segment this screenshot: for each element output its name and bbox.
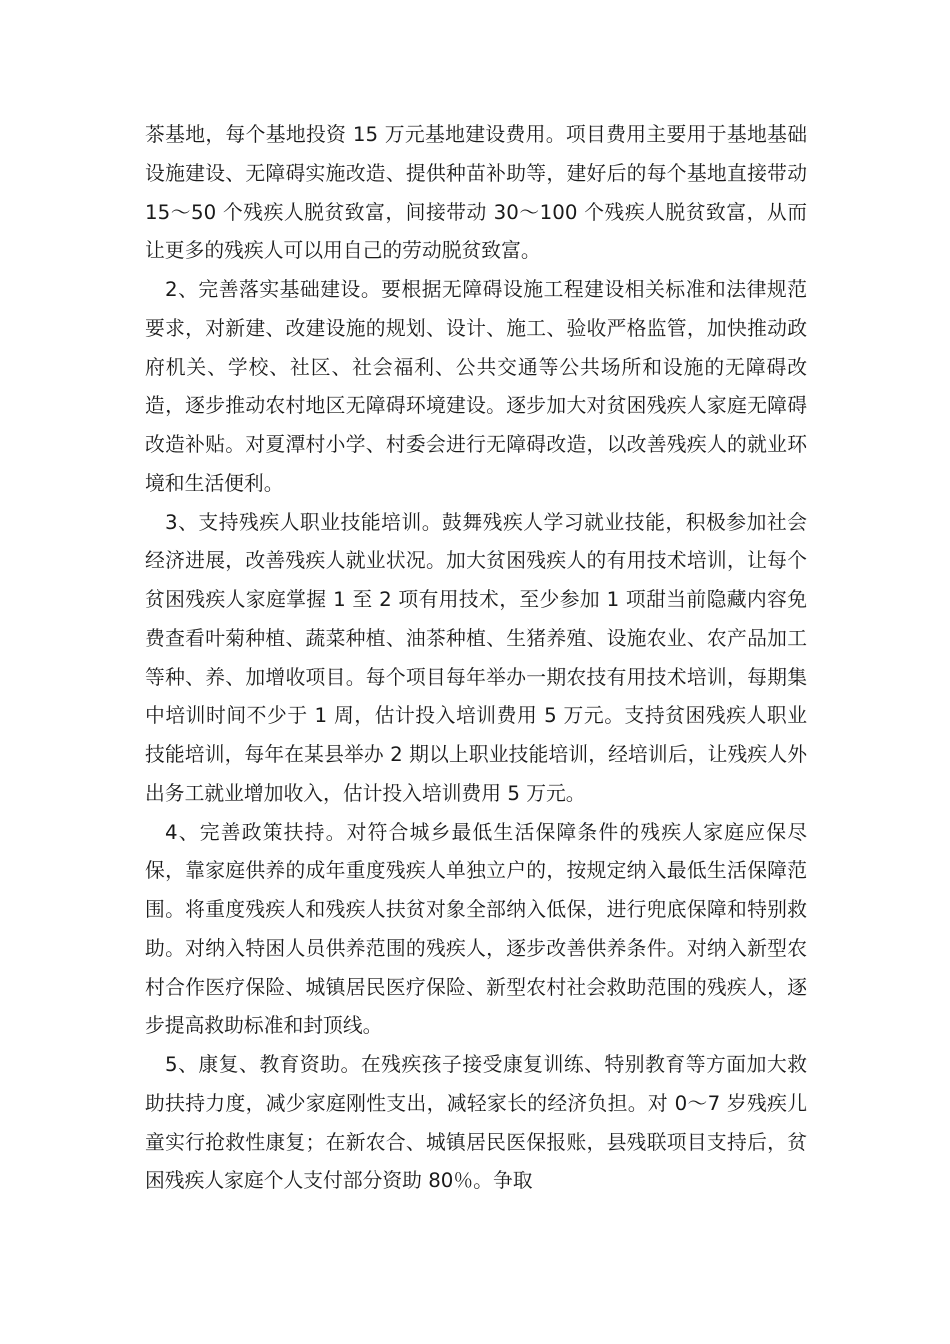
document-body [145, 116, 807, 1201]
paragraph-tea-base: 茶基地，每个基地投资 15 万元基地建设费用。项目费用主要用于基地基础设施建设、无障碍实施改造、提供种苗补助等，建好后的每个基地直接带动 15～50 个残疾人脱贫致富，间接带动 30～100 个残疾人脱贫致富，从而让更多的残疾人可以用自己的劳动脱贫致富。 [145, 123, 807, 263]
paragraph-policy-support: 4、完善政策扶持。对符合城乡最低生活保障条件的残疾人家庭应保尽保，靠家庭供养的成年重度残疾人单独立户的，按规定纳入最低生活保障范围。将重度残疾人和残疾人扶贫对象全部纳入低保，进行兜底保障和特别救助。对纳入特困人员供养范围的残疾人，逐步改善供养条件。对纳入新型农村合作医疗保险、城镇居民医疗保险、新型农村社会救助范围的残疾人，逐步提高救助标准和封顶线。 [145, 820, 807, 1038]
paragraph-infrastructure: 2、完善落实基础建设。要根据无障碍设施工程建设相关标准和法律规范要求，对新建、改建设施的规划、设计、施工、验收严格监管，加快推动政府机关、学校、社区、社会福利、公共交通等公共场所和设施的无障碍改造，逐步推动农村地区无障碍环境建设。逐步加大对贫困残疾人家庭无障碍改造补贴。对夏潭村小学、村委会进行无障碍改造，以改善残疾人的就业环境和生活便利。 [145, 278, 807, 495]
paragraph-rehab-education: 5、康复、教育资助。在残疾孩子接受康复训练、特别教育等方面加大救助扶持力度，减少家庭刚性支出，减轻家长的经济负担。对 0～7 岁残疾儿童实行抢救性康复；在新农合、城镇居民医保报账，县残联项目支持后，贫困残疾人家庭个人支付部分资助 80％。争取 [145, 1053, 807, 1193]
paragraph-vocational-training: 3、支持残疾人职业技能培训。鼓舞残疾人学习就业技能，积极参加社会经济进展，改善残疾人就业状况。加大贫困残疾人的有用技术培训，让每个贫困残疾人家庭掌握 1 至 2 项有用技术，至少参加 1 项甜当前隐藏内容免费查看叶菊种植、蔬菜种植、油茶种植、生猪养殖、设施农业、农产品加工等种、养、加增收项目。每个项目每年举办一期农技有用技术培训，每期集中培训时间不少于 1 周，估计投入培训费用 5 万元。支持贫困残疾人职业技能培训，每年在某县举办 2 期以上职业技能培训，经培训后，让残疾人外出务工就业增加收入，估计投入培训费用 5 万元。 [145, 510, 807, 805]
